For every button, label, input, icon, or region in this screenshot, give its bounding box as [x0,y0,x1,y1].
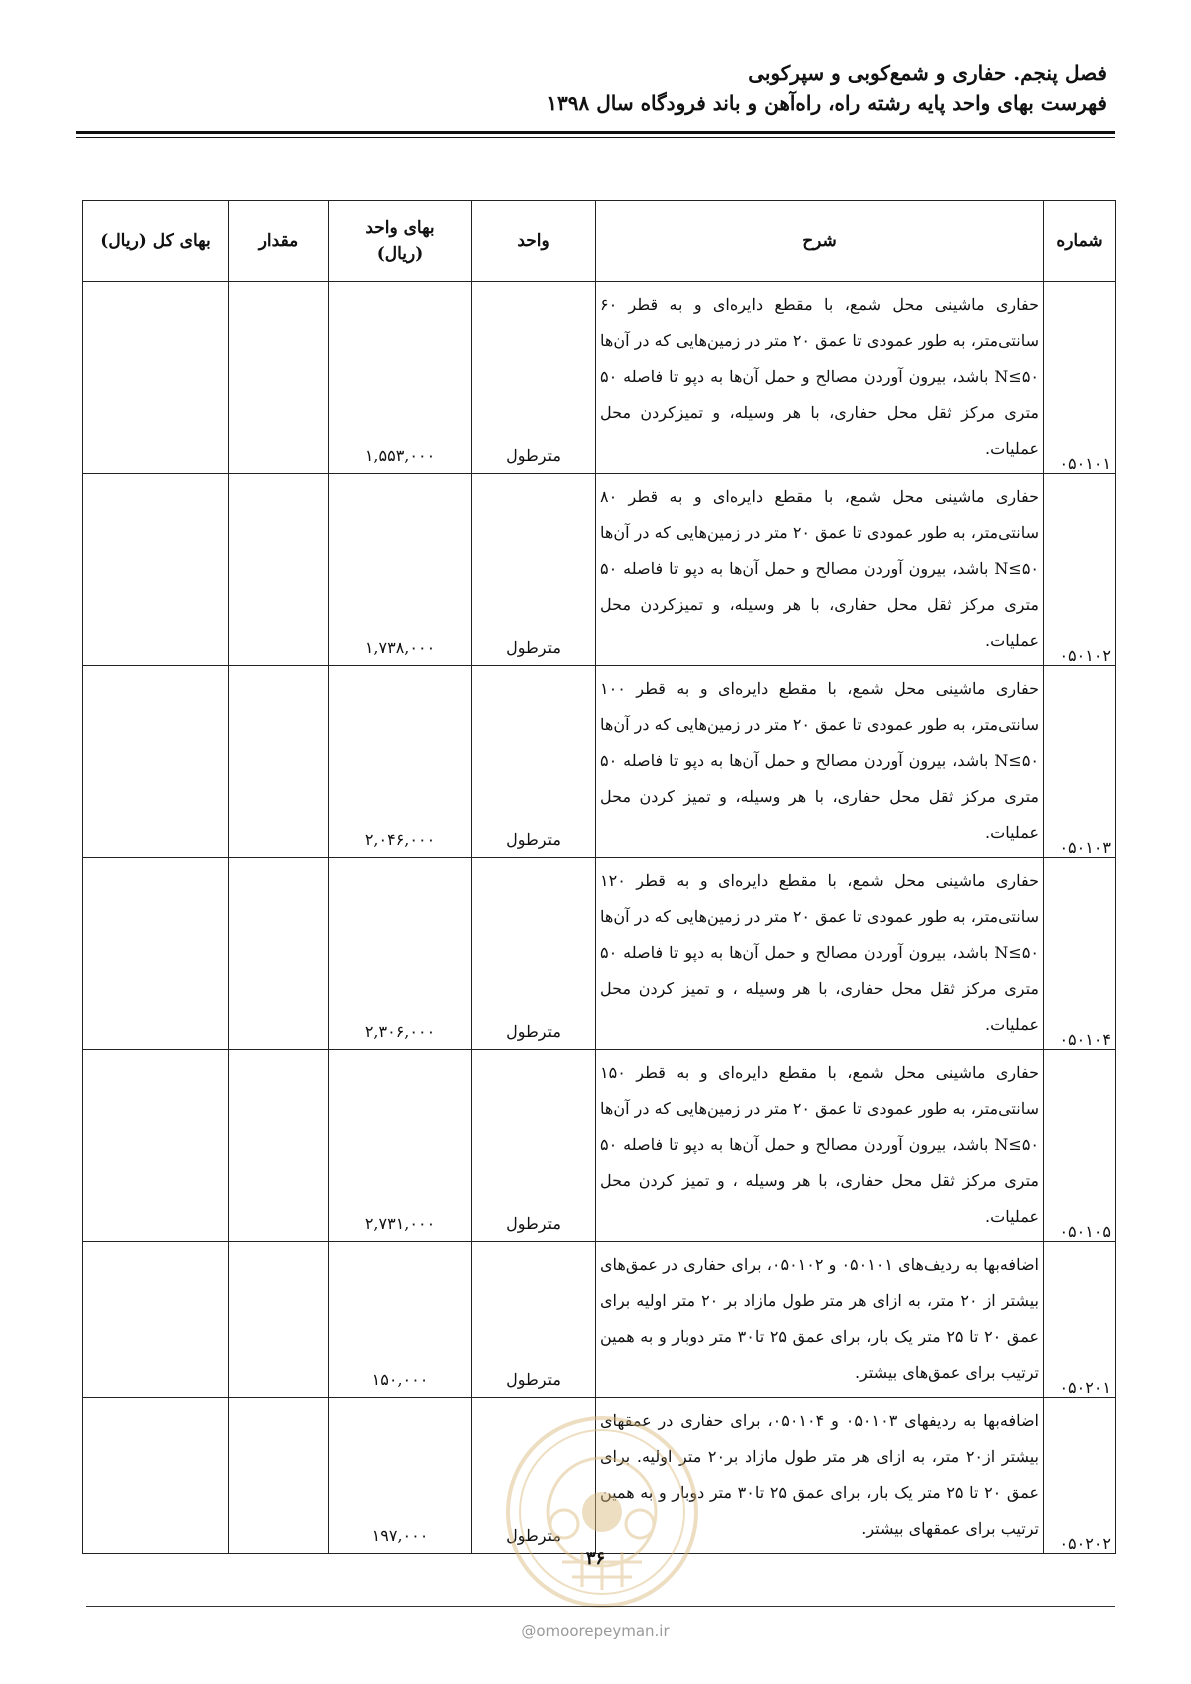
table-row [83,474,1116,666]
row-unit-price: ۱۹۷,۰۰۰ [329,1398,472,1554]
table-row [83,858,1116,1050]
header-rule-thin [76,137,1115,138]
row-unit-price: ۲,۷۳۱,۰۰۰ [329,1050,472,1242]
row-unit-price: ۱۵۰,۰۰۰ [329,1242,472,1398]
row-quantity [229,474,329,666]
row-unit-price: ۱,۵۵۳,۰۰۰ [329,282,472,474]
row-total-price [83,1242,229,1398]
row-description: حفاری ماشینی محل شمع، با مقطع دایره‌ای و به قطر ۱۰۰ سانتی‌متر، به طور عمودی تا عمق ۲۰ متر در زمین‌هایی که در آن‌ها N≤۵۰ باشد، بیرون آوردن مصالح و حمل آن‌ها به دپو تا فاصله ۵۰ متری مرکز ثقل محل حفاری، با هر وسیله، و تمیز کردن محل عملیات. [596,666,1044,858]
row-unit: مترطول [472,1050,596,1242]
header-unit-price: بهای واحد (ریال) [329,201,472,282]
page-number: ۳۶ [585,1548,606,1569]
row-description: حفاری ماشینی محل شمع، با مقطع دایره‌ای و به قطر ۱۲۰ سانتی‌متر، به طور عمودی تا عمق ۲۰ متر در زمین‌هایی که در آن‌ها N≤۵۰ باشد، بیرون آوردن مصالح و حمل آن‌ها به دپو تا فاصله ۵۰ متری مرکز ثقل محل حفاری، با هر وسیله ، و تمیز کردن محل عملیات. [596,858,1044,1050]
row-number: ۰۵۰۱۰۱ [1044,282,1116,474]
header-quantity: مقدار [229,201,329,282]
page-header [76,58,1107,118]
header-number: شماره [1044,201,1116,282]
row-unit: مترطول [472,474,596,666]
table-row [83,666,1116,858]
row-number: ۰۵۰۱۰۴ [1044,858,1116,1050]
row-unit-price: ۱,۷۳۸,۰۰۰ [329,474,472,666]
row-unit: مترطول [472,282,596,474]
document-subtitle: فهرست بهای واحد پایه رشته راه، راه‌آهن و باند فرودگاه سال ۱۳۹۸ [546,91,1107,115]
row-description: حفاری ماشینی محل شمع، با مقطع دایره‌ای و به قطر ۸۰ سانتی‌متر، به طور عمودی تا عمق ۲۰ متر در زمین‌هایی که در آن‌ها N≤۵۰ باشد، بیرون آوردن مصالح و حمل آن‌ها به دپو تا فاصله ۵۰ متری مرکز ثقل محل حفاری، با هر وسیله، و تمیزکردن محل عملیات. [596,474,1044,666]
header-rule-thick [76,131,1115,134]
table-row [83,1242,1116,1398]
row-description: حفاری ماشینی محل شمع، با مقطع دایره‌ای و به قطر ۶۰ سانتی‌متر، به طور عمودی تا عمق ۲۰ متر در زمین‌هایی که در آن‌ها N≤۵۰ باشد، بیرون آوردن مصالح و حمل آن‌ها به دپو تا فاصله ۵۰ متری مرکز ثقل محل حفاری، با هر وسیله، و تمیزکردن محل عملیات. [596,282,1044,474]
chapter-title: فصل پنجم. حفاری و شمع‌کوبی و سپرکوبی [748,61,1107,85]
row-total-price [83,282,229,474]
row-unit: مترطول [472,666,596,858]
row-total-price [83,474,229,666]
watermark-url: @omoorepeyman.ir [521,1622,670,1640]
footer-rule [86,1606,1115,1607]
row-description: اضافه‌بها به ردیف‌های ۰۵۰۱۰۱ و ۰۵۰۱۰۲، برای حفاری در عمق‌های بیشتر از ۲۰ متر، به ازای هر متر طول مازاد بر ۲۰ متر اولیه برای عمق ۲۰ تا ۲۵ متر یک بار، برای عمق ۲۵ تا۳۰ متر دوبار و به همین ترتیب برای عمق‌های بیشتر. [596,1242,1044,1398]
row-total-price [83,858,229,1050]
row-quantity [229,666,329,858]
seal-watermark-icon [502,1412,702,1612]
row-description: حفاری ماشینی محل شمع، با مقطع دایره‌ای و به قطر ۱۵۰ سانتی‌متر، به طور عمودی تا عمق ۲۰ متر در زمین‌هایی که در آن‌ها N≤۵۰ باشد، بیرون آوردن مصالح و حمل آن‌ها به دپو تا فاصله ۵۰ متری مرکز ثقل محل حفاری، با هر وسیله ، و تمیز کردن محل عملیات. [596,1050,1044,1242]
row-description: اضافه‌بها به ردیفهای ۰۵۰۱۰۳ و ۰۵۰۱۰۴، برای حفاری در عمقهای بیشتر از۲۰ متر، به ازای هر متر طول مازاد بر۲۰ متر اولیه. برای عمق ۲۰ تا ۲۵ متر یک بار، برای عمق ۲۵ تا۳۰ متر دوبار و به همین ترتیب برای عمقهای بیشتر. [596,1398,1044,1554]
price-list-table [82,200,1116,1554]
row-number: ۰۵۰۱۰۵ [1044,1050,1116,1242]
row-number: ۰۵۰۲۰۲ [1044,1398,1116,1554]
row-total-price [83,1398,229,1554]
row-number: ۰۵۰۲۰۱ [1044,1242,1116,1398]
row-number: ۰۵۰۱۰۳ [1044,666,1116,858]
header-unit: واحد [472,201,596,282]
row-total-price [83,1050,229,1242]
row-total-price [83,666,229,858]
header-total-price: بهای کل (ریال) [83,201,229,282]
row-quantity [229,282,329,474]
header-description: شرح [596,201,1044,282]
row-unit-price: ۲,۳۰۶,۰۰۰ [329,858,472,1050]
row-quantity [229,858,329,1050]
table-row [83,1050,1116,1242]
table-row [83,282,1116,474]
row-unit: مترطول [472,1242,596,1398]
table-header-row [83,201,1116,282]
row-unit: مترطول [472,1398,596,1554]
row-unit: مترطول [472,858,596,1050]
row-quantity [229,1050,329,1242]
row-unit-price: ۲,۰۴۶,۰۰۰ [329,666,472,858]
row-quantity [229,1242,329,1398]
row-quantity [229,1398,329,1554]
row-number: ۰۵۰۱۰۲ [1044,474,1116,666]
